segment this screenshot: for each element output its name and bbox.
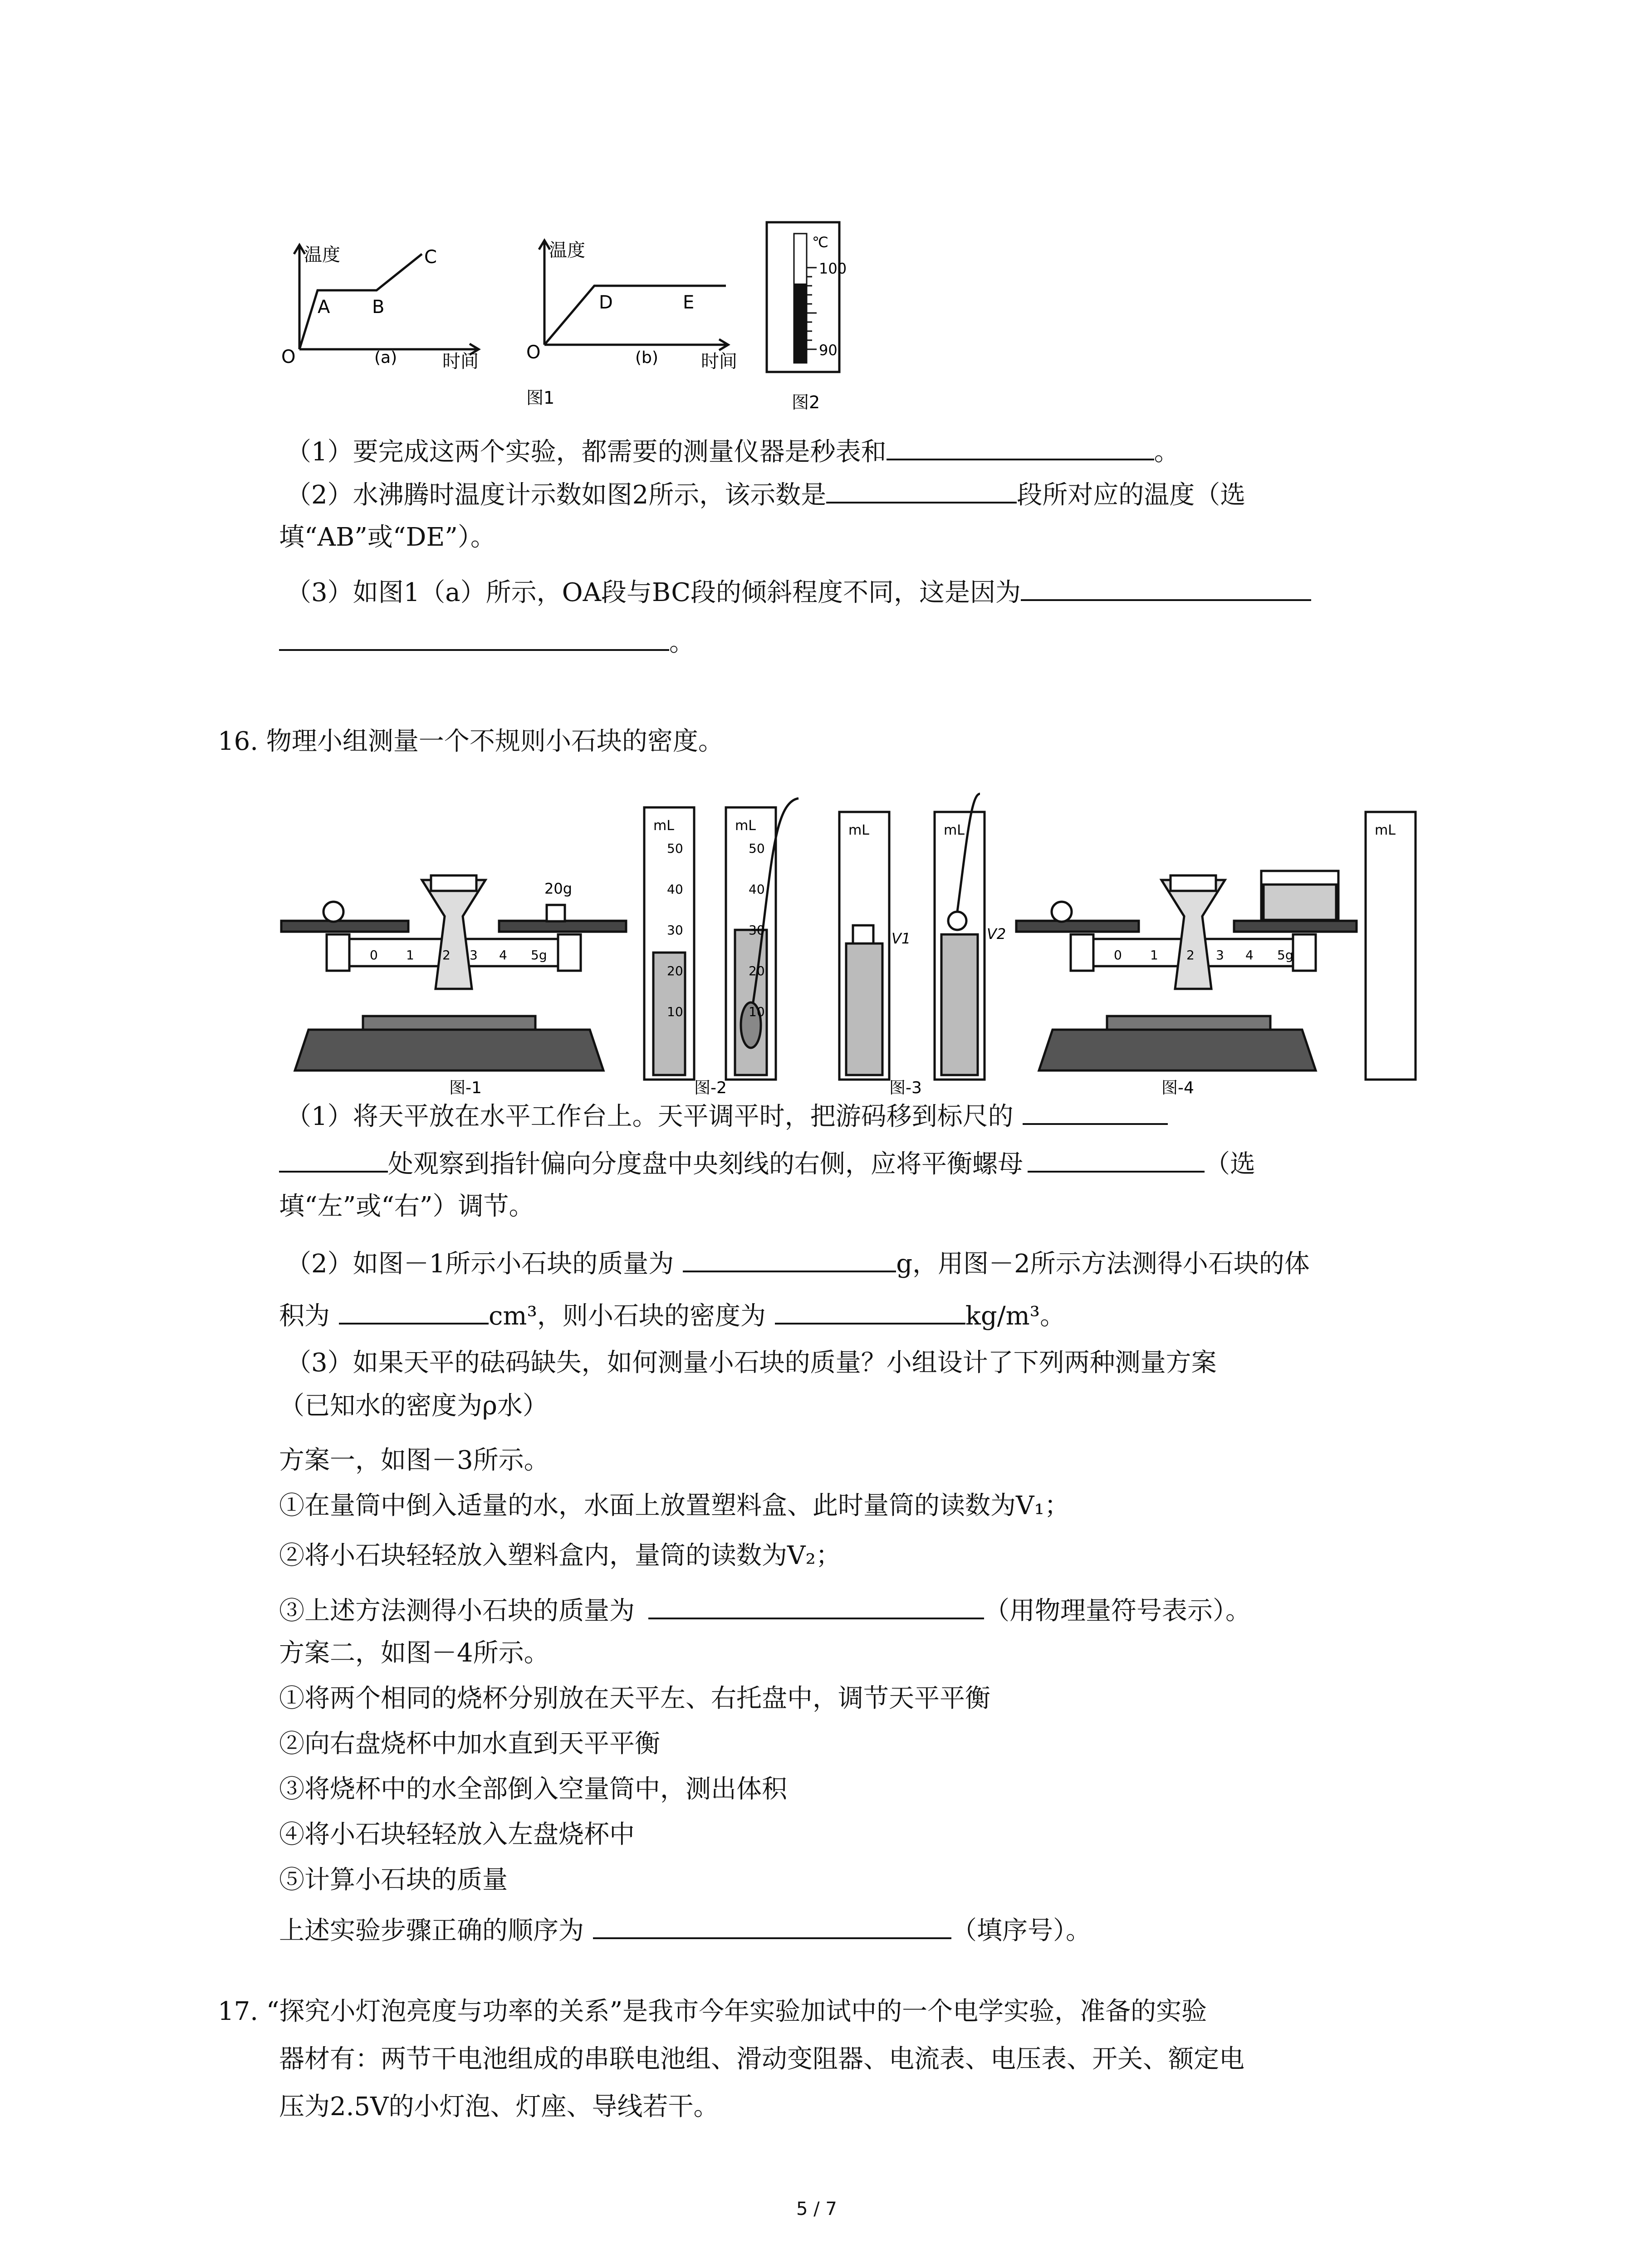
fig1-scale-1: 1 bbox=[406, 948, 414, 963]
q16-s2-line1 bbox=[286, 1245, 1310, 1280]
fig2-tick-30: 30 bbox=[667, 923, 683, 938]
label-fig-1: 图-1 bbox=[449, 1079, 482, 1097]
blank-q16-1a[interactable] bbox=[1023, 1098, 1168, 1125]
graph-a-origin: O bbox=[281, 347, 296, 367]
q15-part2-text: （2）水沸腾时温度计示数如图2所示，该示数是 bbox=[286, 480, 827, 510]
fig2-tick-50: 50 bbox=[667, 841, 683, 856]
fig2-ml-right: mL bbox=[735, 818, 756, 834]
q16-order-b: （填序号）。 bbox=[951, 1916, 1091, 1945]
graph-b-xlabel: 时间 bbox=[701, 351, 737, 372]
blank-q16-3[interactable] bbox=[648, 1592, 984, 1619]
thermo-tick-90: 90 bbox=[819, 342, 838, 359]
fig4-scale-1: 1 bbox=[1150, 948, 1158, 963]
q17-line2: 器材有：两节干电池组成的串联电池组、滑动变阻器、电流表、电压表、开关、额定电 bbox=[279, 2044, 1244, 2074]
blank-q15-3b[interactable] bbox=[279, 624, 669, 651]
blank-q15-3a[interactable] bbox=[1021, 574, 1311, 601]
fig4-scale-5g: 5g bbox=[1277, 948, 1293, 963]
q17-line1: 17. “探究小灯泡亮度与功率的关系”是我市今年实验加试中的一个电学实验，准备的实验 bbox=[218, 1997, 1207, 2026]
fig3-ml-right: mL bbox=[944, 822, 965, 838]
graph-b-ylabel: 温度 bbox=[549, 240, 585, 261]
q16-s1c: （选 bbox=[1205, 1149, 1255, 1179]
label-fig-2: 图-2 bbox=[694, 1079, 727, 1097]
q15-part1-end: 。 bbox=[1154, 437, 1180, 467]
q15-part1 bbox=[286, 433, 1180, 468]
graph-b-origin: O bbox=[526, 342, 541, 363]
fig4-scale-0: 0 bbox=[1114, 948, 1122, 963]
q16-plan1: 方案一，如图－3所示。 bbox=[279, 1446, 549, 1475]
blank-q16-2b[interactable] bbox=[339, 1297, 489, 1325]
fig4-scale-2: 2 bbox=[1186, 948, 1195, 963]
fig2-tick-50-b: 50 bbox=[749, 841, 765, 856]
q15-part2-tail: 段所对应的温度（选 bbox=[1017, 480, 1246, 510]
q15-part3 bbox=[286, 574, 1311, 609]
fig4-scale-4: 4 bbox=[1245, 948, 1254, 963]
q16-plan2: 方案二，如图－4所示。 bbox=[279, 1638, 549, 1668]
q15-part3-cont bbox=[279, 624, 695, 659]
graph-a-point-a: A bbox=[318, 297, 330, 318]
q17-line3: 压为2.5V的小灯泡、灯座、导线若干。 bbox=[279, 2092, 719, 2121]
label-fig-4: 图-4 bbox=[1161, 1079, 1194, 1097]
fig1-scale-4: 4 bbox=[499, 948, 507, 963]
balance-fig1 bbox=[281, 875, 626, 1070]
fig3-ml-left: mL bbox=[848, 822, 869, 838]
q16-order bbox=[279, 1912, 1091, 1947]
blank-q16-2a[interactable] bbox=[683, 1245, 896, 1272]
fig1-scale-3: 3 bbox=[470, 948, 478, 963]
q16-plan2-step3: ③将烧杯中的水全部倒入空量筒中，测出体积 bbox=[279, 1774, 787, 1804]
blank-q16-1b[interactable] bbox=[279, 1145, 388, 1173]
q16-s2b: g，用图－2所示方法测得小石块的体 bbox=[896, 1249, 1310, 1279]
fig2-tick-20-b: 20 bbox=[749, 963, 765, 978]
graph-a-point-b: B bbox=[372, 297, 385, 318]
q16-plan1-step2: ②将小石块轻轻放入塑料盒内，量筒的读数为V₂； bbox=[279, 1541, 841, 1570]
q15-part3-text: （3）如图1（a）所示，OA段与BC段的倾斜程度不同，这是因为 bbox=[286, 578, 1021, 607]
blank-q15-1[interactable] bbox=[887, 433, 1154, 460]
blank-q16-2c[interactable] bbox=[775, 1297, 965, 1325]
q15-part2 bbox=[286, 476, 1245, 511]
graph-b-point-e: E bbox=[683, 292, 695, 313]
q16-order-a: 上述实验步骤正确的顺序为 bbox=[279, 1916, 584, 1945]
q16-s1a: （1）将天平放在水平工作台上。天平调平时，把游码移到标尺的 bbox=[286, 1102, 1014, 1131]
q15-part3-end: 。 bbox=[669, 628, 695, 657]
graph-b-point-d: D bbox=[599, 292, 613, 313]
figure-16 bbox=[0, 789, 1641, 1098]
graph-a-caption: (a) bbox=[374, 348, 397, 367]
figure-1-and-2 bbox=[0, 0, 1641, 435]
q15-part2-cont: 填“AB”或“DE”）。 bbox=[279, 523, 496, 552]
q16-plan1-step1: ①在量筒中倒入适量的水，水面上放置塑料盒、此时量筒的读数为V₁； bbox=[279, 1491, 1070, 1520]
thermo-unit: ℃ bbox=[812, 234, 828, 251]
q16-s2e: kg/m³。 bbox=[965, 1301, 1066, 1331]
q16-s1b: 处观察到指针偏向分度盘中央刻线的右侧，应将平衡螺母 bbox=[388, 1149, 1023, 1179]
q16-s3-line1: （3）如果天平的砝码缺失，如何测量小石块的质量？小组设计了下列两种测量方案 bbox=[286, 1348, 1217, 1378]
blank-q15-2[interactable] bbox=[826, 476, 1017, 503]
q16-s2-line2 bbox=[279, 1297, 1065, 1332]
fig2-tick-40: 40 bbox=[667, 882, 683, 897]
q16-title: 16. 物理小组测量一个不规则小石块的密度。 bbox=[218, 727, 724, 756]
graph-a-xlabel: 时间 bbox=[442, 351, 479, 372]
weight-label: 20g bbox=[544, 880, 573, 897]
fig4-scale-3: 3 bbox=[1216, 948, 1224, 963]
fig1-label: 图1 bbox=[526, 388, 555, 408]
q16-plan1-3b: （用物理量符号表示）。 bbox=[984, 1596, 1251, 1626]
fig1-scale-0: 0 bbox=[370, 948, 378, 963]
q16-plan1-3a: ③上述方法测得小石块的质量为 bbox=[279, 1596, 635, 1626]
graph-b-caption: (b) bbox=[635, 348, 658, 367]
cylinder-fig4 bbox=[1366, 812, 1416, 1080]
fig2-ml-left: mL bbox=[653, 818, 674, 834]
v1-label: V1 bbox=[892, 930, 911, 947]
graph-a-ylabel: 温度 bbox=[304, 244, 340, 265]
fig2-tick-10: 10 bbox=[667, 1004, 683, 1019]
fig2-tick-10-b: 10 bbox=[749, 1004, 765, 1019]
page-number: 5 / 7 bbox=[796, 2199, 837, 2219]
blank-q16-4[interactable] bbox=[593, 1912, 951, 1939]
q16-s3-line2: （已知水的密度为ρ水） bbox=[279, 1391, 548, 1421]
label-fig-3: 图-3 bbox=[889, 1079, 922, 1097]
fig2-label: 图2 bbox=[792, 392, 820, 412]
blank-q16-1c[interactable] bbox=[1028, 1145, 1205, 1173]
fig2-tick-40-b: 40 bbox=[749, 882, 765, 897]
q16-plan2-step1: ①将两个相同的烧杯分别放在天平左、右托盘中，调节天平平衡 bbox=[279, 1684, 990, 1713]
balance-fig4 bbox=[1016, 871, 1357, 1070]
fig2-tick-30-b: 30 bbox=[749, 923, 765, 938]
fig1-scale-5g: 5g bbox=[531, 948, 547, 963]
fig1-scale-2: 2 bbox=[442, 948, 451, 963]
q16-s1-line1 bbox=[286, 1098, 1168, 1133]
q16-s2d: cm³，则小石块的密度为 bbox=[489, 1301, 766, 1331]
fig2-tick-20: 20 bbox=[667, 963, 683, 978]
q16-s2c: 积为 bbox=[279, 1301, 330, 1331]
v2-label: V2 bbox=[987, 925, 1006, 943]
q16-plan2-step2: ②向右盘烧杯中加水直到天平平衡 bbox=[279, 1729, 660, 1759]
fig4-ml: mL bbox=[1375, 822, 1396, 838]
thermo-tick-100: 100 bbox=[819, 260, 847, 277]
q16-s2a: （2）如图－1所示小石块的质量为 bbox=[286, 1249, 674, 1279]
graph-a-point-c: C bbox=[424, 247, 437, 268]
q16-s1-line3: 填“左”或“右”）调节。 bbox=[279, 1192, 534, 1221]
q16-s1-line2 bbox=[279, 1145, 1255, 1180]
q16-plan2-step4: ④将小石块轻轻放入左盘烧杯中 bbox=[279, 1820, 635, 1849]
cylinder-pair-fig2 bbox=[644, 798, 798, 1080]
q16-plan2-step5: ⑤计算小石块的质量 bbox=[279, 1865, 508, 1895]
q15-part1-text: （1）要完成这两个实验，都需要的测量仪器是秒表和 bbox=[286, 437, 887, 467]
q16-plan1-step3 bbox=[279, 1592, 1251, 1627]
